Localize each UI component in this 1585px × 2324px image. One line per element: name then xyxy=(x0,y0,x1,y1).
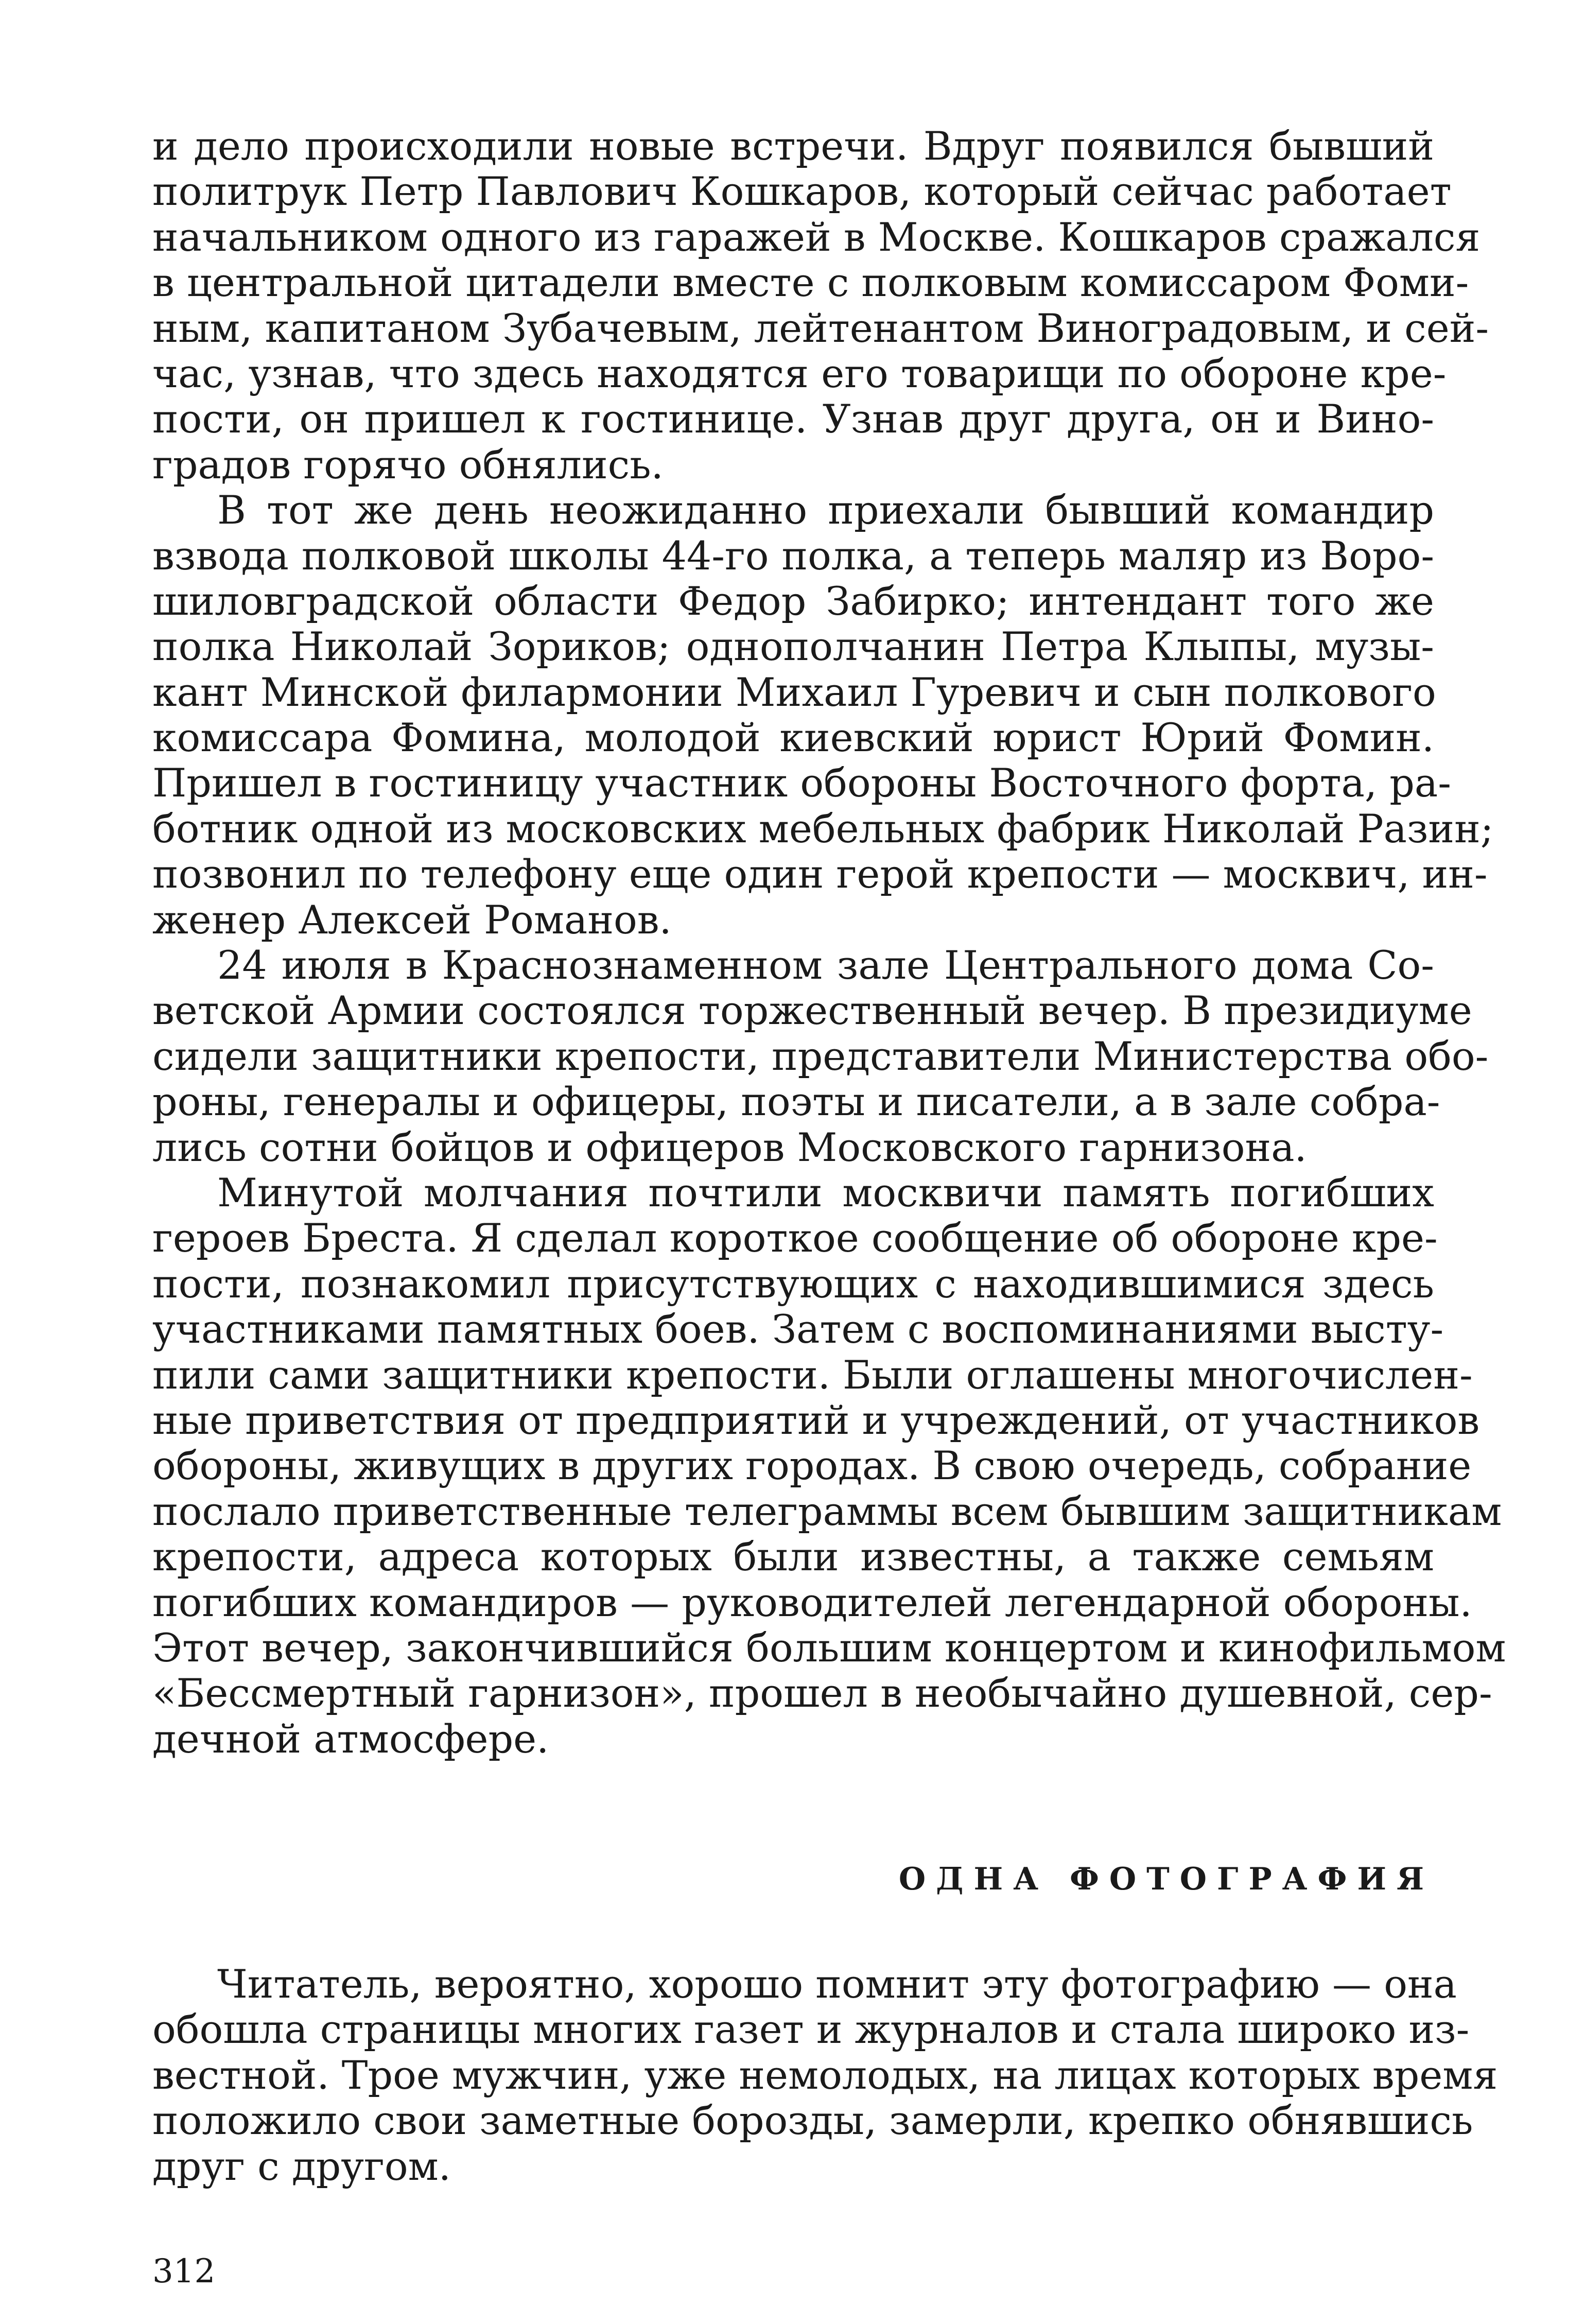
text-line: ным, капитаном Зубачевым, лейтенантом Виноградовым, и сей- xyxy=(152,305,1489,351)
text-line: ветской Армии состоялся торжественный вечер. В президиуме xyxy=(152,987,1472,1034)
text-line: пили сами защитники крепости. Были оглашены многочислен- xyxy=(152,1351,1473,1398)
text-line: обороны, живущих в других городах. В свою очередь, собрание xyxy=(152,1443,1472,1489)
text-line: дечной атмосфере. xyxy=(152,1715,549,1762)
text-line: Читатель, вероятно, хорошо помнит эту фотографию — она xyxy=(217,1961,1457,2007)
text-line: час, узнав, что здесь находятся его товарищи по обороне кре- xyxy=(152,350,1447,396)
text-line: положило свои заметные борозды, замерли, крепко обнявшись xyxy=(152,2097,1473,2144)
text-line: Минутой молчания почтили москвичи память погибших xyxy=(217,1169,1434,1216)
text-line: крепости, адреса которых были известны, а также семьям xyxy=(152,1534,1434,1580)
text-line: друг с другом. xyxy=(152,2143,451,2189)
text-line: женер Алексей Романов. xyxy=(152,896,672,943)
text-line: героев Бреста. Я сделал короткое сообщение об обороне кре- xyxy=(152,1215,1438,1261)
text-line: участниками памятных боев. Затем с воспоминаниями высту- xyxy=(152,1306,1444,1352)
text-line: В тот же день неожиданно приехали бывший командир xyxy=(217,487,1434,533)
text-line: ные приветствия от предприятий и учреждений, от участников xyxy=(152,1397,1480,1443)
text-line: комиссара Фомина, молодой киевский юрист Юрий Фомин. xyxy=(152,715,1434,761)
text-line: сидели защитники крепости, представители Министерства обо- xyxy=(152,1033,1489,1079)
paragraph xyxy=(152,942,1489,1170)
text-line: Пришел в гостиницу участник обороны Восточного форта, ра- xyxy=(152,760,1451,806)
section-text xyxy=(152,1961,1498,2189)
text-line: 24 июля в Краснознаменном зале Центрального дома Со- xyxy=(217,942,1434,988)
text-line: взвода полковой школы 44-го полка, а теперь маляр из Воро- xyxy=(152,532,1434,579)
text-line: градов горячо обнялись. xyxy=(152,441,664,488)
text-line: политрук Петр Павлович Кошкаров, который сейчас работает xyxy=(152,168,1452,215)
text-line: в центральной цитадели вместе с полковым комиссаром Фоми- xyxy=(152,259,1469,306)
text-line: пости, он пришел к гостинице. Узнав друг друга, он и Вино- xyxy=(152,396,1434,442)
text-line: лись сотни бойцов и офицеров Московского гарнизона. xyxy=(152,1124,1307,1170)
paragraph xyxy=(152,1169,1506,1762)
text-line: послало приветственные телеграммы всем бывшим защитникам xyxy=(152,1488,1502,1534)
text-line: Этот вечер, закончившийся большим концертом и кинофильмом xyxy=(152,1624,1506,1671)
page-number: 312 xyxy=(152,2252,216,2291)
text-line: пости, познакомил присутствующих с находившимися здесь xyxy=(152,1260,1434,1307)
section-heading: ОДНА ФОТОГРАФИЯ xyxy=(898,1861,1434,1897)
text-line: шиловградской области Федор Забирко; интендант того же xyxy=(152,578,1434,624)
text-line: обошла страницы многих газет и журналов и стала широко из- xyxy=(152,2006,1470,2053)
text-line: начальником одного из гаражей в Москве. Кошкаров сражался xyxy=(152,214,1481,260)
text-line: «Бессмертный гарнизон», прошел в необычайно душевной, сер- xyxy=(152,1670,1492,1716)
paragraph xyxy=(152,487,1494,943)
paragraph xyxy=(152,123,1489,488)
text-line: вестной. Трое мужчин, уже немолодых, на лицах которых время xyxy=(152,2052,1498,2098)
text-line: позвонил по телефону еще один герой крепости — москвич, ин- xyxy=(152,851,1488,897)
text-line: роны, генералы и офицеры, поэты и писатели, а в зале собра- xyxy=(152,1079,1440,1125)
text-line: погибших командиров — руководителей легендарной обороны. xyxy=(152,1579,1472,1625)
main-text-column xyxy=(152,123,1506,1762)
text-line: и дело происходили новые встречи. Вдруг появился бывший xyxy=(152,123,1434,169)
text-line: кант Минской филармонии Михаил Гуревич и сын полкового xyxy=(152,669,1436,715)
text-line: ботник одной из московских мебельных фабрик Николай Разин; xyxy=(152,805,1494,852)
text-line: полка Николай Зориков; однополчанин Петра Клыпы, музы- xyxy=(152,623,1434,670)
